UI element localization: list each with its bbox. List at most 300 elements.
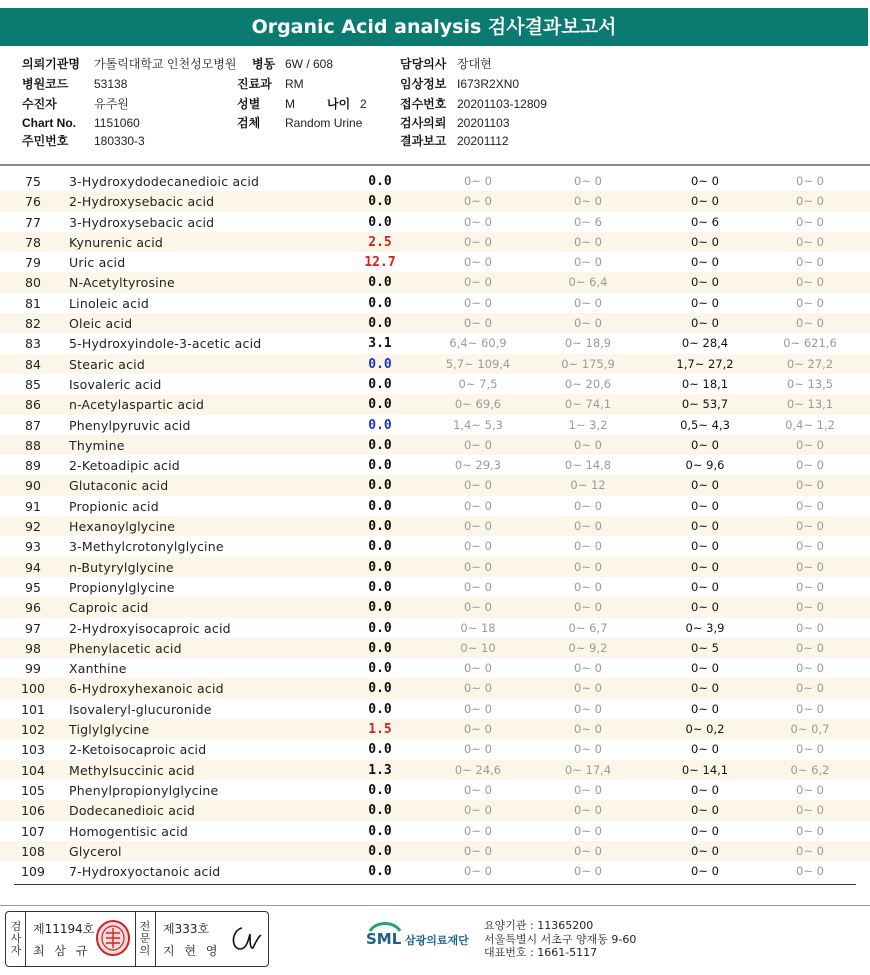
table-row [0,861,870,881]
result-number: 108 [21,843,45,859]
analyte-name: Kynurenic acid [69,234,164,250]
reference-range-4: 0~ 0 [796,316,824,331]
reference-range-2: 0~ 17,4 [564,762,612,777]
reference-range-2: 0~ 0 [574,600,602,615]
result-number: 109 [21,864,45,880]
table-row [0,760,870,780]
result-value: 0.0 [368,437,392,453]
result-value: 12.7 [364,255,396,271]
reference-range-4: 0,4~ 1,2 [785,417,835,432]
report-title: Organic Acid analysis 검사결과보고서 [0,8,868,46]
analyte-name: Isovaleric acid [69,376,162,392]
reference-range-2: 0~ 6 [574,214,602,229]
reference-range-2: 0~ 0 [574,681,602,696]
analyte-name: 7-Hydroxyoctanoic acid [69,864,221,880]
result-value: 0.0 [368,519,392,535]
receipt-no-value: 20201103-12809 [457,97,547,111]
reference-range-4: 0~ 0 [796,559,824,574]
reference-range-1: 0~ 24,6 [454,762,502,777]
result-number: 104 [21,762,45,778]
sex-label: 성별 [237,97,261,111]
result-value: 0.0 [368,194,392,210]
clinical-info-label: 임상정보 [400,77,447,91]
patient-header [0,50,870,162]
result-number: 89 [25,458,41,474]
analyte-name: Tiglylglycine [69,722,150,738]
table-row [0,638,870,658]
table-row [0,678,870,698]
result-number: 95 [25,579,41,595]
result-number: 76 [25,194,41,210]
reference-range-4: 0~ 0 [796,782,824,797]
reference-range-4: 0~ 0 [796,843,824,858]
reference-range-3: 0~ 3,9 [685,620,725,635]
table-row [0,293,870,313]
analyte-name: 2-Hydroxysebacic acid [69,194,215,210]
reference-range-2: 0~ 0 [574,295,602,310]
analyte-name: Xanthine [69,661,127,677]
result-number: 99 [25,661,41,677]
reference-range-3: 0~ 0 [691,681,719,696]
table-row [0,313,870,333]
result-value: 0.0 [368,701,392,717]
reference-range-2: 0~ 0 [574,519,602,534]
analyte-name: Methylsuccinic acid [69,762,195,778]
org-address: 서울특별시 서초구 양재동 9-60 [484,932,637,946]
reference-range-1: 0~ 18 [460,620,496,635]
reference-range-4: 0~ 13,1 [786,397,834,412]
result-number: 102 [21,722,45,738]
result-value: 0.0 [368,458,392,474]
reference-range-4: 0~ 621,6 [783,336,837,351]
reference-range-2: 0~ 6,4 [568,275,608,290]
sml-logo [364,917,484,957]
reference-range-3: 0~ 0 [691,803,719,818]
sml-logo-mark: SML [366,930,402,948]
examiner-license: 제11194호 [33,922,95,936]
result-value: 0.0 [368,275,392,291]
analyte-name: Dodecanedioic acid [69,803,195,819]
reference-range-1: 0~ 7,5 [458,376,498,391]
analyte-name: Phenylpropionylglycine [69,782,219,798]
result-number: 91 [25,498,41,514]
result-number: 97 [25,620,41,636]
result-number: 98 [25,640,41,656]
reference-range-4: 0~ 0 [796,661,824,676]
table-row [0,212,870,232]
footer-divider [0,905,870,906]
reference-range-1: 0~ 0 [464,600,492,615]
analyte-name: N-Acetyltyrosine [69,275,175,291]
table-row [0,415,870,435]
analyte-name: 3-Methylcrotonylglycine [69,539,224,555]
physician-value: 장대현 [457,57,492,71]
signature-box-divider [155,912,156,966]
reference-range-4: 0~ 0 [796,255,824,270]
reference-range-4: 0~ 0 [796,864,824,879]
reference-range-2: 0~ 0 [574,174,602,188]
clinical-info-value: I673R2XN0 [457,77,520,91]
table-row [0,658,870,678]
result-value: 0.0 [368,295,392,311]
result-number: 100 [21,681,45,697]
reference-range-2: 0~ 175,9 [561,356,615,371]
reference-range-3: 0,5~ 4,3 [680,417,730,432]
reference-range-2: 0~ 18,9 [564,336,612,351]
specimen-value: Random Urine [285,116,363,130]
result-number: 106 [21,803,45,819]
reference-range-2: 0~ 6,7 [568,620,608,635]
analyte-name: n-Butyrylglycine [69,559,174,575]
ward-value: 6W / 608 [285,57,334,71]
reference-range-1: 0~ 0 [464,437,492,452]
result-number: 105 [21,782,45,798]
result-number: 75 [25,174,41,189]
reference-range-2: 0~ 0 [574,316,602,331]
result-number: 107 [21,823,45,839]
table-row [0,597,870,617]
reference-range-2: 0~ 0 [574,539,602,554]
table-row [0,475,870,495]
seal-icon [95,919,131,957]
result-value: 0.0 [368,803,392,819]
analyte-name: Uric acid [69,255,126,271]
reference-range-3: 0~ 5 [691,640,719,655]
reference-range-3: 0~ 0 [691,194,719,209]
reference-range-3: 0~ 0 [691,255,719,270]
reference-range-1: 1,4~ 5,3 [453,417,503,432]
result-number: 78 [25,234,41,250]
result-value: 0.0 [368,661,392,677]
reference-range-3: 0~ 0 [691,864,719,879]
result-value: 0.0 [368,356,392,372]
analyte-name: Isovaleryl-glucuronide [69,701,212,717]
reference-range-4: 0~ 0 [796,437,824,452]
reference-range-4: 0~ 0 [796,194,824,209]
analyte-name: 3-Hydroxysebacic acid [69,214,215,230]
result-number: 81 [25,295,41,311]
ward-label: 병동 [252,57,276,71]
result-number: 92 [25,519,41,535]
reference-range-2: 0~ 0 [574,255,602,270]
table-bottom-rule [14,884,856,885]
reference-range-3: 0~ 9,6 [685,458,725,473]
result-number: 82 [25,316,41,332]
result-number: 84 [25,356,41,372]
table-row [0,699,870,719]
reference-range-4: 0~ 0 [796,681,824,696]
chart-no-value: 1151060 [94,116,140,130]
result-value: 0.0 [368,397,392,413]
analyte-name: Propionylglycine [69,579,175,595]
reference-range-3: 1,7~ 27,2 [676,356,734,371]
result-number: 85 [25,376,41,392]
reference-range-1: 0~ 0 [464,295,492,310]
result-number: 93 [25,539,41,555]
reference-range-2: 0~ 20,6 [564,376,612,391]
reference-range-3: 0~ 0 [691,519,719,534]
sex-value: M [285,97,295,111]
reference-range-3: 0~ 0 [691,579,719,594]
analyte-name: Oleic acid [69,316,133,332]
header-divider [0,164,870,166]
analyte-name: Linoleic acid [69,295,150,311]
result-number: 87 [25,417,41,433]
analyte-name: 2-Ketoisocaproic acid [69,742,207,758]
reference-range-1: 0~ 0 [464,681,492,696]
specimen-label: 검체 [237,116,261,130]
table-row [0,719,870,739]
reference-range-1: 0~ 0 [464,275,492,290]
analyte-name: Thymine [69,437,125,453]
result-number: 86 [25,397,41,413]
analyte-name: Homogentisic acid [69,823,188,839]
org-code: 요양기관 : 11365200 [484,919,594,932]
physician-label: 담당의사 [400,57,447,71]
result-value: 3.1 [368,336,392,352]
reference-range-4: 0~ 0 [796,498,824,513]
reference-range-1: 0~ 0 [464,316,492,331]
reference-range-1: 0~ 29,3 [454,458,502,473]
analyte-name: 6-Hydroxyhexanoic acid [69,681,224,697]
result-value: 0.0 [368,498,392,514]
reference-range-2: 0~ 0 [574,843,602,858]
reference-range-2: 0~ 74,1 [564,397,612,412]
table-row [0,496,870,516]
analyte-name: Hexanoylglycine [69,519,176,535]
table-row [0,191,870,211]
analyte-name: n-Acetylaspartic acid [69,397,205,413]
reference-range-3: 0~ 0 [691,498,719,513]
reference-range-1: 0~ 0 [464,722,492,737]
reference-range-4: 0~ 0 [796,478,824,493]
table-row [0,800,870,820]
table-row [0,618,870,638]
reference-range-3: 0~ 0 [691,295,719,310]
table-row [0,516,870,536]
reference-range-3: 0~ 0 [691,559,719,574]
receipt-no-label: 접수번호 [400,97,447,111]
reference-range-4: 0~ 27,2 [786,356,834,371]
reference-range-1: 0~ 0 [464,478,492,493]
reference-range-4: 0~ 0,7 [790,722,830,737]
resident-no-label: 주민번호 [22,134,69,148]
table-row [0,354,870,374]
result-number: 88 [25,437,41,453]
reference-range-4: 0~ 0 [796,640,824,655]
result-value: 0.0 [368,174,392,189]
chart-no-label: Chart No. [22,116,76,130]
result-value: 0.0 [368,681,392,697]
reference-range-1: 0~ 0 [464,782,492,797]
department-label: 진료과 [237,77,272,91]
reference-range-4: 0~ 0 [796,295,824,310]
reference-range-4: 0~ 0 [796,275,824,290]
reference-range-2: 0~ 0 [574,194,602,209]
organization-info [484,919,636,960]
reference-range-1: 0~ 0 [464,194,492,209]
reference-range-3: 0~ 0 [691,823,719,838]
reference-range-2: 0~ 9,2 [568,640,608,655]
examinee-label: 수진자 [22,97,57,111]
reference-range-2: 0~ 0 [574,579,602,594]
reference-range-2: 1~ 3,2 [568,417,608,432]
reference-range-3: 0~ 0 [691,701,719,716]
reference-range-1: 0~ 69,6 [454,397,502,412]
result-value: 0.0 [368,640,392,656]
confirm-license: 제333호 [163,922,210,936]
reference-range-1: 0~ 10 [460,640,496,655]
reference-range-2: 0~ 0 [574,234,602,249]
examinee-value: 유주원 [94,97,129,111]
reference-range-3: 0~ 0 [691,843,719,858]
result-value: 0.0 [368,600,392,616]
reference-range-3: 0~ 6 [691,214,719,229]
reference-range-4: 0~ 0 [796,579,824,594]
table-row [0,435,870,455]
reference-range-2: 0~ 0 [574,498,602,513]
reference-range-4: 0~ 0 [796,234,824,249]
report-date-value: 20201112 [457,134,509,148]
confirm-name: 지 현 영 [163,944,221,958]
table-row [0,333,870,353]
analyte-name: Phenylacetic acid [69,640,182,656]
table-row [0,272,870,292]
reference-range-1: 0~ 0 [464,519,492,534]
reference-range-1: 0~ 0 [464,843,492,858]
institution-value: 가톨릭대학교 인천성모병원 [94,57,237,71]
signature-icon [228,922,264,954]
table-row [0,780,870,800]
confirm-vertical-label: 전문의 [139,920,151,957]
reference-range-1: 0~ 0 [464,803,492,818]
signature-box-divider [135,912,136,966]
analyte-name: 2-Ketoadipic acid [69,458,180,474]
result-value: 0.0 [368,579,392,595]
reference-range-2: 0~ 0 [574,823,602,838]
reference-range-2: 0~ 0 [574,559,602,574]
hospital-code-label: 병원코드 [22,77,69,91]
reference-range-4: 0~ 0 [796,620,824,635]
result-value: 0.0 [368,478,392,494]
analyte-name: Glycerol [69,843,122,859]
reference-range-3: 0~ 0 [691,600,719,615]
result-value: 0.0 [368,782,392,798]
result-number: 90 [25,478,41,494]
reference-range-4: 0~ 0 [796,458,824,473]
table-row [0,841,870,861]
result-value: 0.0 [368,417,392,433]
reference-range-2: 0~ 14,8 [564,458,612,473]
reference-range-3: 0~ 0 [691,782,719,797]
reference-range-3: 0~ 28,4 [681,336,729,351]
resident-no-value: 180330-3 [94,134,145,148]
table-row [0,374,870,394]
result-number: 96 [25,600,41,616]
analyte-name: 2-Hydroxyisocaproic acid [69,620,231,636]
result-value: 1.3 [368,762,392,778]
result-number: 101 [21,701,45,717]
table-row [0,536,870,556]
analyte-name: Caproic acid [69,600,149,616]
reference-range-1: 0~ 0 [464,174,492,188]
examiner-vertical-label: 검사자 [10,920,22,957]
reference-range-1: 0~ 0 [464,864,492,879]
result-number: 77 [25,214,41,230]
result-value: 0.0 [368,214,392,230]
analyte-name: Glutaconic acid [69,478,169,494]
table-row [0,252,870,272]
reference-range-3: 0~ 0 [691,742,719,757]
result-number: 94 [25,559,41,575]
reference-range-3: 0~ 53,7 [681,397,729,412]
reference-range-1: 6,4~ 60,9 [449,336,507,351]
org-phone: 대표번호 : 1661-5117 [484,946,598,959]
reference-range-4: 0~ 0 [796,519,824,534]
analyte-name: 5-Hydroxyindole-3-acetic acid [69,336,262,352]
reference-range-2: 0~ 0 [574,701,602,716]
reference-range-1: 0~ 0 [464,498,492,513]
result-value: 0.0 [368,376,392,392]
reference-range-4: 0~ 0 [796,539,824,554]
reference-range-1: 0~ 0 [464,701,492,716]
reference-range-2: 0~ 12 [570,478,606,493]
table-row [0,739,870,759]
result-number: 83 [25,336,41,352]
reference-range-2: 0~ 0 [574,803,602,818]
result-number: 80 [25,275,41,291]
result-value: 0.0 [368,316,392,332]
department-value: RM [285,77,304,91]
reference-range-1: 0~ 0 [464,539,492,554]
reference-range-3: 0~ 18,1 [681,376,729,391]
result-value: 0.0 [368,620,392,636]
reference-range-3: 0~ 14,1 [681,762,729,777]
reference-range-1: 5,7~ 109,4 [445,356,511,371]
signature-box [5,911,269,967]
institution-label: 의뢰기관명 [22,57,80,71]
reference-range-3: 0~ 0 [691,661,719,676]
reference-range-1: 0~ 0 [464,214,492,229]
results-table [0,171,870,881]
result-value: 0.0 [368,823,392,839]
reference-range-2: 0~ 0 [574,742,602,757]
reference-range-1: 0~ 0 [464,255,492,270]
reference-range-4: 0~ 0 [796,742,824,757]
hospital-code-value: 53138 [94,77,128,91]
table-row [0,232,870,252]
reference-range-2: 0~ 0 [574,864,602,879]
table-row [0,171,870,191]
reference-range-1: 0~ 0 [464,234,492,249]
reference-range-4: 0~ 13,5 [786,376,834,391]
reference-range-4: 0~ 6,2 [790,762,830,777]
reference-range-3: 0~ 0 [691,478,719,493]
reference-range-1: 0~ 0 [464,823,492,838]
reference-range-4: 0~ 0 [796,174,824,188]
reference-range-1: 0~ 0 [464,579,492,594]
reference-range-4: 0~ 0 [796,600,824,615]
analyte-name: Stearic acid [69,356,145,372]
request-label: 검사의뢰 [400,116,447,130]
reference-range-2: 0~ 0 [574,437,602,452]
reference-range-3: 0~ 0 [691,174,719,188]
reference-range-1: 0~ 0 [464,559,492,574]
age-label: 나이 [327,97,351,111]
age-value: 2 [360,97,367,111]
table-row [0,455,870,475]
reference-range-3: 0~ 0 [691,539,719,554]
